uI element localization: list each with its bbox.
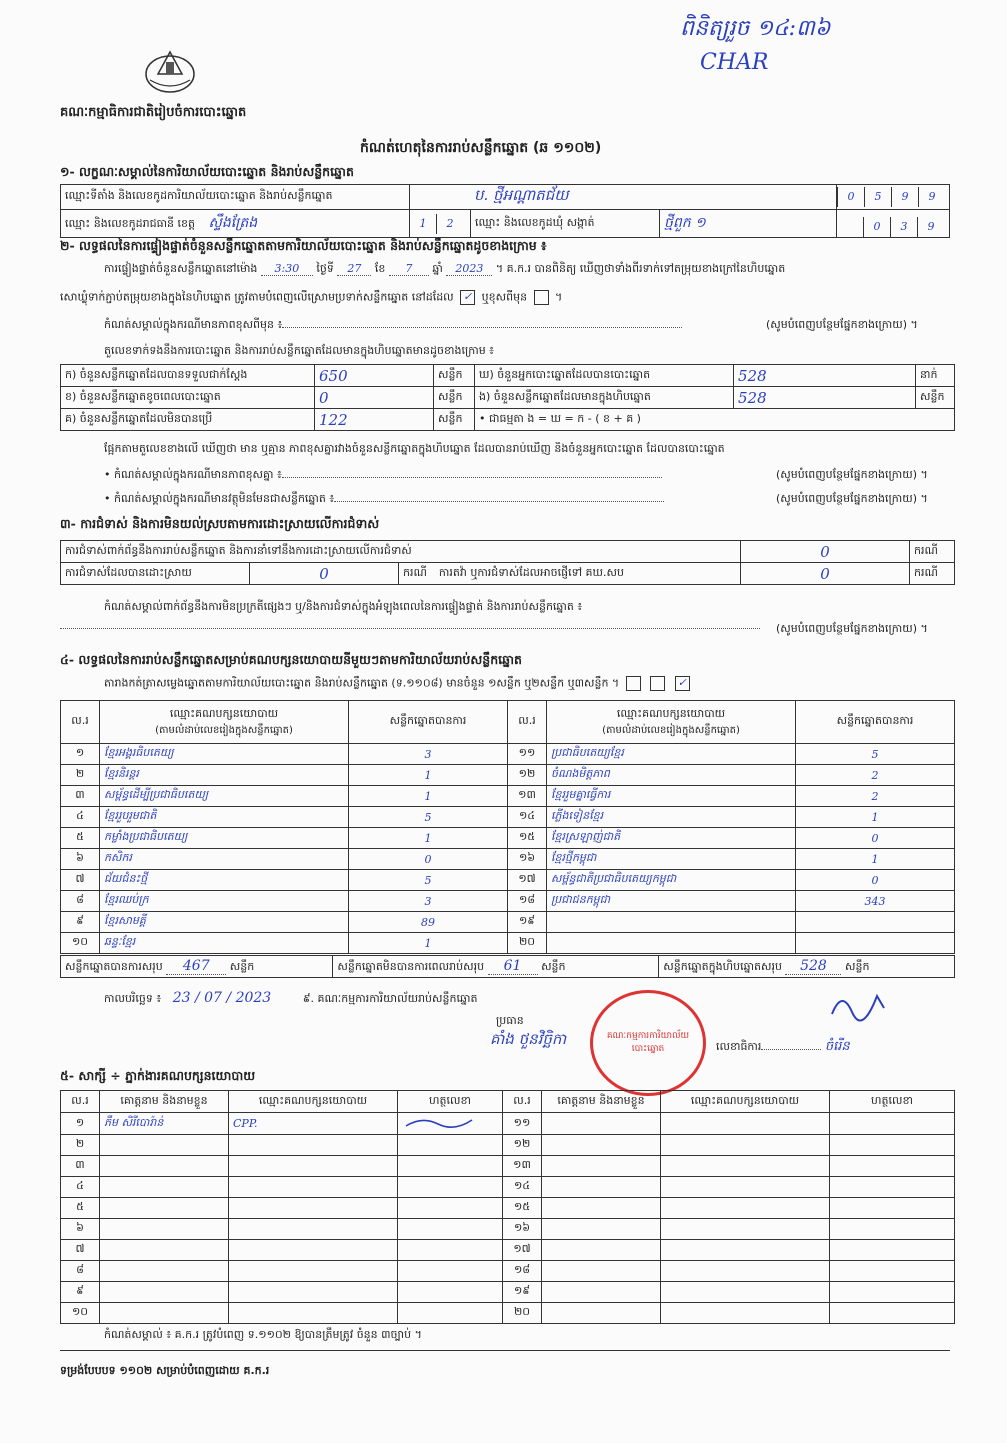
results-no: ១ <box>61 744 100 765</box>
witness-no-right: ១១ <box>503 1113 542 1135</box>
witness-no: ៣ <box>61 1156 100 1177</box>
witness-sign-right <box>830 1113 955 1135</box>
witness-party-right <box>661 1198 830 1219</box>
witness-name <box>100 1303 229 1324</box>
results-party-right: សម្ព័ន្ធជាតិប្រជាធិបតេយ្យកម្ពុជា <box>547 870 796 891</box>
results-votes-right: 0 <box>796 870 955 891</box>
results-votes-right <box>796 933 955 954</box>
witness-no-right: ១៨ <box>503 1261 542 1282</box>
count-a-label: ក) ចំនួនសន្លឹកឆ្នោតដែលបានទទួលជាក់ស្តែង <box>61 365 315 387</box>
total-invalid: សន្លឹកឆ្នោតមិនបានការពេលរាប់សរុប 61 សន្លឹក <box>333 956 659 978</box>
witness-no: ២ <box>61 1135 100 1156</box>
objection-unit: ករណី <box>910 541 955 563</box>
count-c-label: គ) ចំនួនសន្លឹកឆ្នោតដែលមិនបានប្រើ <box>61 409 315 431</box>
objection-value: 0 <box>741 541 910 563</box>
bullet1-hint: (សូមបំពេញបន្ថែមផ្នែកខាងក្រោយ) ។ <box>776 468 928 481</box>
official-stamp: គណៈកម្មការការិយាល័យបោះឆ្នោត <box>590 990 706 1096</box>
top-handwritten-note <box>680 12 830 80</box>
results-no: ៨ <box>61 891 100 912</box>
witness-no-right: ២០ <box>503 1303 542 1324</box>
results-party: សម្ព័ន្ធដើម្បីប្រជាធិបតេយ្យ <box>100 786 349 807</box>
footer-divider <box>60 1350 950 1351</box>
results-party-right: ខ្មែរថ្មីកម្ពុជា <box>547 849 796 870</box>
objection-table <box>60 540 955 585</box>
results-row <box>61 870 955 891</box>
commune-code: 0 3 9 <box>837 210 950 238</box>
bullet1: • កំណត់សម្គាល់ក្នុងករណីមានភាពខុសគ្នា ៖ <box>104 468 662 484</box>
results-no: ៩ <box>61 912 100 933</box>
results-no: ៦ <box>61 849 100 870</box>
resolved-value: 0 <box>250 563 399 585</box>
count-a-value: 650 <box>315 365 434 387</box>
results-no-right: ១៥ <box>508 828 547 849</box>
results-party-right <box>547 912 796 933</box>
count-a-unit: សន្លឹក <box>434 365 475 387</box>
bullet2-hint: (សូមបំពេញបន្ថែមផ្នែកខាងក្រោយ) ។ <box>776 492 928 505</box>
witness-sign <box>398 1219 503 1240</box>
section1-title: ១- លក្ខណៈសម្គាល់នៃការិយាល័យបោះឆ្នោត និងរាប់សន្លឹកឆ្នោត <box>60 164 354 179</box>
count-b-value: 0 <box>315 387 434 409</box>
witness-name-right <box>542 1198 661 1219</box>
section2-title: ២- លទ្ធផលនៃការផ្ទៀងផ្ទាត់ចំនួនសន្លឹកឆ្នោតតាមការិយាល័យបោះឆ្នោត និងរាប់សន្លឹកឆ្នោតដូចខាងក្រោម ៖ <box>60 238 547 253</box>
site-label: ឈ្មោះទីតាំង និងលេខកូដការិយាល័យបោះឆ្នោត និងរាប់សន្លឹកឆ្នោត <box>61 185 410 210</box>
different-checkbox[interactable] <box>534 290 549 305</box>
sub-intro: តួលេខទាក់ទងនឹងការបោះឆ្នោត និងការរាប់សន្លឹកឆ្នោតដែលមានក្នុងហិបឆ្នោតមានដូចខាងក្រោម ៖ <box>104 344 495 357</box>
same-checkbox[interactable]: ✓ <box>460 290 475 305</box>
results-col-party: ឈ្មោះគណបក្សនយោបាយ (តាមលំដាប់លេខរៀងក្នុងសន្លឹកឆ្នោត) <box>100 701 349 744</box>
witness-table <box>60 1090 955 1324</box>
witness-party-right <box>661 1135 830 1156</box>
witness-sign <box>398 1177 503 1198</box>
count-d-unit: នាក់ <box>916 365 955 387</box>
witness-sign-right <box>830 1261 955 1282</box>
results-party-right: ភ្លើងទៀនខ្មែរ <box>547 807 796 828</box>
results-totals <box>60 955 955 978</box>
results-votes: 3 <box>349 891 508 912</box>
results-table <box>60 700 955 954</box>
witness-sign <box>398 1198 503 1219</box>
witness-party <box>229 1135 398 1156</box>
witness-party-right <box>661 1113 830 1135</box>
witness-sign <box>398 1135 503 1156</box>
section1-table <box>60 184 950 238</box>
witness-no: ៦ <box>61 1219 100 1240</box>
witness-name <box>100 1135 229 1156</box>
count-c-value: 122 <box>315 409 434 431</box>
site-value: ប. ថ្មីអណ្តាតជ័យ <box>410 185 837 210</box>
witness-party <box>229 1282 398 1303</box>
results-no-right: ១៤ <box>508 807 547 828</box>
witness-sign <box>398 1261 503 1282</box>
count-e-value: 528 <box>734 387 916 409</box>
results-party: ជ័យជំនះថ្មី <box>100 870 349 891</box>
results-col-votes-2: សន្លឹកឆ្នោតបានការ <box>796 701 955 744</box>
witness-name-right <box>542 1135 661 1156</box>
date-line: កាលបរិច្ឆេទ ៖ 23 / 07 / 2023 ៩. គណៈកម្មការការិយាល័យរាប់សន្លឹកឆ្នោត <box>104 990 478 1006</box>
results-no: ២ <box>61 765 100 786</box>
results-row <box>61 933 955 954</box>
witness-sign <box>398 1303 503 1324</box>
top-note-line1: ពិនិត្យរួច ១៤:៣៦ <box>680 16 831 41</box>
results-party: ខ្មែរនិរន្តរ <box>100 765 349 786</box>
commune-value: ថ្មីពួក ១ <box>660 210 837 238</box>
results-no-right: ២០ <box>508 933 547 954</box>
witness-sign-right <box>830 1156 955 1177</box>
section3-note-line <box>60 628 760 629</box>
witness-no: ១០ <box>61 1303 100 1324</box>
witness-col-sign-2: ហត្ថលេខា <box>830 1091 955 1113</box>
witness-name-right <box>542 1240 661 1261</box>
count-e-label: ង) ចំនួនសន្លឹកឆ្នោតដែលមានក្នុងហិបឆ្នោត <box>475 387 734 409</box>
count-b-unit: សន្លឹក <box>434 387 475 409</box>
section3-note-hint: (សូមបំពេញបន្ថែមផ្នែកខាងក្រោយ) ។ <box>776 622 928 635</box>
results-votes: 1 <box>349 933 508 954</box>
witness-name-right <box>542 1282 661 1303</box>
results-row <box>61 828 955 849</box>
results-votes: 0 <box>349 849 508 870</box>
count-b-label: ខ) ចំនួនសន្លឹកឆ្នោតខូចពេលបោះឆ្នោត <box>61 387 315 409</box>
results-no-right: ១២ <box>508 765 547 786</box>
sheets-2-checkbox[interactable] <box>650 676 665 691</box>
witness-no-right: ១៦ <box>503 1219 542 1240</box>
witness-row <box>61 1156 955 1177</box>
footer-text: ទម្រង់បែបបទ ១១០២ សម្រាប់បំពេញដោយ គ.ក.រ <box>60 1364 270 1377</box>
secretary-line: លេខាធិការ ចំរើន <box>716 1039 850 1054</box>
results-votes-right: 0 <box>796 828 955 849</box>
chair-signature: គាំង ថួនវិច្ឆិកា <box>490 1030 567 1048</box>
results-row <box>61 786 955 807</box>
count-d-value: 528 <box>734 365 916 387</box>
witness-sign <box>398 1240 503 1261</box>
results-votes: 1 <box>349 765 508 786</box>
witness-sign <box>398 1282 503 1303</box>
results-votes: 5 <box>349 870 508 891</box>
witness-row <box>61 1177 955 1198</box>
witness-party-right <box>661 1219 830 1240</box>
results-no-right: ១៧ <box>508 870 547 891</box>
province-label: ឈ្មោះ និងលេខកូដរាជធានី ខេត្ត ស្ទឹងត្រែង <box>61 210 410 238</box>
witness-col-sign: ហត្ថលេខា <box>398 1091 503 1113</box>
witness-row <box>61 1198 955 1219</box>
witness-name <box>100 1219 229 1240</box>
org-name: គណៈកម្មាធិការជាតិរៀបចំការបោះឆ្នោត <box>60 105 247 120</box>
verify-line2: សោឃ្លុំទាក់ភ្ជាប់តម្រុយខាងក្នុងនៃហិបឆ្នោត ត្រូវតាមបំពេញលើស្រោមប្រទាក់សន្លឹកឆ្នោត នៅដដែល ✓ ឬខុសពីមុន ។ <box>60 290 563 304</box>
witness-no: ១ <box>61 1113 100 1135</box>
results-col-no-2: ល.រ <box>508 701 547 744</box>
results-votes-right: 1 <box>796 807 955 828</box>
results-no-right: ១១ <box>508 744 547 765</box>
witness-col-no-2: ល.រ <box>503 1091 542 1113</box>
results-votes-right: 2 <box>796 786 955 807</box>
witness-sign <box>398 1113 503 1135</box>
results-party-right: ប្រជាជនកម្ពុជា <box>547 891 796 912</box>
results-party-right: ប្រជាធិបតេយ្យខ្មែរ <box>547 744 796 765</box>
witness-name <box>100 1282 229 1303</box>
counts-table <box>60 364 955 431</box>
witness-name-right <box>542 1303 661 1324</box>
diff-note-hint: (សូមបំពេញបន្ថែមផ្នែកខាងក្រោយ) ។ <box>766 318 918 331</box>
results-votes: 89 <box>349 912 508 933</box>
witness-name <box>100 1261 229 1282</box>
witness-name-right <box>542 1113 661 1135</box>
results-col-votes: សន្លឹកឆ្នោតបានការ <box>349 701 508 744</box>
witness-name <box>100 1177 229 1198</box>
formula: • ជាធម្មតា ង = ឃ = ក - ( ខ + គ ) <box>475 409 955 431</box>
witness-party-right <box>661 1303 830 1324</box>
witness-no-right: ១៧ <box>503 1240 542 1261</box>
witness-name-right <box>542 1219 661 1240</box>
witness-no-right: ១៣ <box>503 1156 542 1177</box>
results-party: ខ្មែរអង្គរធិបតេយ្យ <box>100 744 349 765</box>
witness-no: ៤ <box>61 1177 100 1198</box>
witness-row <box>61 1282 955 1303</box>
witness-col-party: ឈ្មោះគណបក្សនយោបាយ <box>229 1091 398 1113</box>
results-row <box>61 765 955 786</box>
witness-no-right: ១៩ <box>503 1282 542 1303</box>
witness-name-right <box>542 1177 661 1198</box>
witness-sign-right <box>830 1303 955 1324</box>
section3-title: ៣- ការជំទាស់ និងការមិនយល់ស្របតាមការដោះស្រាយលើការជំទាស់ <box>60 516 380 531</box>
witness-col-party-2: ឈ្មោះគណបក្សនយោបាយ <box>661 1091 830 1113</box>
results-row <box>61 891 955 912</box>
chair-label: ប្រធាន <box>496 1014 524 1027</box>
count-d-label: ឃ) ចំនួនអ្នកបោះឆ្នោតដែលបានបោះឆ្នោត <box>475 365 734 387</box>
witness-no-right: ១៤ <box>503 1177 542 1198</box>
results-votes: 1 <box>349 828 508 849</box>
sheets-1-checkbox[interactable] <box>626 676 641 691</box>
results-no: ៤ <box>61 807 100 828</box>
results-party: ឆន្ទៈខ្មែរ <box>100 933 349 954</box>
count-c-unit: សន្លឹក <box>434 409 475 431</box>
secretary-signature <box>822 984 892 1027</box>
results-no-right: ១៦ <box>508 849 547 870</box>
witness-row <box>61 1219 955 1240</box>
total-box: សន្លឹកឆ្នោតក្នុងហិបឆ្នោតសរុប 528 សន្លឹក <box>659 956 955 978</box>
results-row <box>61 744 955 765</box>
count-e-unit: សន្លឹក <box>916 387 955 409</box>
witness-no: ៧ <box>61 1240 100 1261</box>
results-party: កម្លាំងប្រជាធិបតេយ្យ <box>100 828 349 849</box>
sheets-3-checkbox[interactable]: ✓ <box>675 676 690 691</box>
bullet2: • កំណត់សម្គាល់ក្នុងករណីមានវត្ថុមិនមែនជាសន្លឹកឆ្នោត ៖ <box>104 492 664 508</box>
appeal-value: 0 <box>741 563 910 585</box>
objection-label: ការជំទាស់ពាក់ព័ន្ធនឹងការរាប់សន្លឹកឆ្នោត និងការនាំទៅនឹងការដោះស្រាយលើការជំទាស់ <box>61 541 741 563</box>
witness-party: CPP. <box>229 1113 398 1135</box>
results-no: ៧ <box>61 870 100 891</box>
section5-title: ៥- សាក្សី ÷ ភ្នាក់ងារគណបក្សនយោបាយ <box>60 1068 256 1083</box>
section5-note: កំណត់សម្គាល់ ៖ គ.ក.រ ត្រូវបំពេញ ទ.១១០២ ឱ្យបានត្រឹមត្រូវ ចំនួន ៣ច្បាប់ ។ <box>104 1328 422 1341</box>
witness-no-right: ១៥ <box>503 1198 542 1219</box>
witness-sign-right <box>830 1240 955 1261</box>
results-no: ៣ <box>61 786 100 807</box>
witness-party-right <box>661 1177 830 1198</box>
appeal-unit: ករណី <box>910 563 955 585</box>
witness-no-right: ១២ <box>503 1135 542 1156</box>
witness-party <box>229 1303 398 1324</box>
results-no-right: ១៨ <box>508 891 547 912</box>
top-note-line2: CHAR <box>700 50 769 75</box>
witness-row <box>61 1303 955 1324</box>
results-votes: 1 <box>349 786 508 807</box>
commune-label: ឈ្មោះ និងលេខកូដឃុំ សង្កាត់ <box>471 210 660 238</box>
results-party-right: ខ្មែរស្រឡាញ់ជាតិ <box>547 828 796 849</box>
section4-intro: តារាងកត់ត្រាសម្លេងឆ្នោតតាមការិយាល័យបោះឆ្នោត និងរាប់សន្លឹកឆ្នោត (ទ.១១០៨) មានចំនួន ១សន្លឹក ឬ២សន្លឹក ឬ៣សន្លឹក ។ ✓ <box>104 676 693 693</box>
results-col-no: ល.រ <box>61 701 100 744</box>
site-code: 0 5 9 9 <box>837 185 950 210</box>
witness-row <box>61 1261 955 1282</box>
witness-name <box>100 1198 229 1219</box>
results-row <box>61 849 955 870</box>
verify-line1: ការផ្ទៀងផ្ទាត់ចំនួនសន្លឹកឆ្នោតនៅម៉ោង 3:30 ថ្ងៃទី 27 ខែ 7 ឆ្នាំ 2023 ។ គ.ក.រ បានពិនិត្យ ឃើញថាទាំងពីរទាក់ទៅតម្រុយខាងក្រៅនៃហិបឆ្នោត <box>104 262 786 275</box>
witness-no: ៨ <box>61 1261 100 1282</box>
witness-party <box>229 1156 398 1177</box>
witness-party-right <box>661 1261 830 1282</box>
results-party: ខ្មែររួបរួមជាតិ <box>100 807 349 828</box>
results-no-right: ១៩ <box>508 912 547 933</box>
witness-row <box>61 1135 955 1156</box>
witness-no: ៩ <box>61 1282 100 1303</box>
witness-sign-right <box>830 1282 955 1303</box>
results-no: ៥ <box>61 828 100 849</box>
results-no: ១០ <box>61 933 100 954</box>
results-votes-right: 5 <box>796 744 955 765</box>
results-col-party-2: ឈ្មោះគណបក្សនយោបាយ (តាមលំដាប់លេខរៀងក្នុងសន្លឹកឆ្នោត) <box>547 701 796 744</box>
witness-name: ភឹម សិរីបោរ៉ាន់ <box>100 1113 229 1135</box>
witness-name-right <box>542 1261 661 1282</box>
witness-party-right <box>661 1282 830 1303</box>
witness-party <box>229 1219 398 1240</box>
emblem-logo <box>140 40 200 96</box>
diff-note: កំណត់សម្គាល់ក្នុងករណីមានភាពខុសពីមុន ៖ <box>104 318 682 334</box>
results-votes-right: 2 <box>796 765 955 786</box>
witness-party <box>229 1198 398 1219</box>
results-party: ខ្មែរសាមគ្គី <box>100 912 349 933</box>
witness-sign-right <box>830 1177 955 1198</box>
witness-party <box>229 1261 398 1282</box>
results-party-right: ចំណងមិត្តភាព <box>547 765 796 786</box>
results-no-right: ១៣ <box>508 786 547 807</box>
witness-party <box>229 1240 398 1261</box>
witness-col-name-2: គោត្តនាម និងនាមខ្លួន <box>542 1091 661 1113</box>
results-votes: 3 <box>349 744 508 765</box>
appeal-label: ករណី ការតវ៉ា ឬការជំទាស់ដែលអាចផ្ញើទៅ គឃ.សប <box>399 563 741 585</box>
results-votes-right: 343 <box>796 891 955 912</box>
witness-name <box>100 1156 229 1177</box>
witness-sign-right <box>830 1198 955 1219</box>
witness-party <box>229 1177 398 1198</box>
results-party-right <box>547 933 796 954</box>
province-code: 1 2 <box>410 210 471 238</box>
witness-row <box>61 1240 955 1261</box>
results-votes: 5 <box>349 807 508 828</box>
witness-party-right <box>661 1240 830 1261</box>
total-valid: សន្លឹកឆ្នោតបានការសរុប 467 សន្លឹក <box>61 956 333 978</box>
form-title: កំណត់ហេតុនៃការរាប់សន្លឹកឆ្នោត (ឆ ១១០២) <box>360 140 602 156</box>
section3-note: កំណត់សម្គាល់ពាក់ព័ន្ធនឹងការមិនប្រក្រតីផ្សេងៗ ឬ/និងការជំទាស់ក្នុងអំឡុងពេលនៃការផ្ទៀងផ្ទាត់ និងការរាប់សន្លឹកឆ្នោត ៖ <box>104 600 583 613</box>
witness-no: ៥ <box>61 1198 100 1219</box>
results-party-right: ខ្មែររួមគ្នាធ្វើការ <box>547 786 796 807</box>
results-party: កសិករ <box>100 849 349 870</box>
witness-name-right <box>542 1156 661 1177</box>
witness-row <box>61 1113 955 1135</box>
section4-title: ៤- លទ្ធផលនៃការរាប់សន្លឹកឆ្នោតសម្រាប់គណបក្សនយោបាយនីមួយៗតាមការិយាល័យរាប់សន្លឹកឆ្នោត <box>60 652 522 667</box>
witness-col-name: គោត្តនាម និងនាមខ្លួន <box>100 1091 229 1113</box>
witness-sign-right <box>830 1135 955 1156</box>
results-votes-right <box>796 912 955 933</box>
witness-party-right <box>661 1156 830 1177</box>
witness-sign <box>398 1156 503 1177</box>
results-row <box>61 912 955 933</box>
witness-col-no: ល.រ <box>61 1091 100 1113</box>
witness-sign-right <box>830 1219 955 1240</box>
results-party: ខ្មែរឈប់ក្រ <box>100 891 349 912</box>
witness-name <box>100 1240 229 1261</box>
compare-line: ផ្អែកតាមតួលេខខាងលើ ឃើញថា មាន ឬគ្មាន ភាពខុសគ្នារវាងចំនួនសន្លឹកឆ្នោតក្នុងហិបឆ្នោត ដែលបានរាប់ឃើញ និងចំនួនអ្នកបោះឆ្នោត ដែលបានបោះឆ្នោត <box>104 442 725 455</box>
results-row <box>61 807 955 828</box>
results-votes-right: 1 <box>796 849 955 870</box>
resolved-label: ការជំទាស់ដែលបានដោះស្រាយ <box>61 563 250 585</box>
